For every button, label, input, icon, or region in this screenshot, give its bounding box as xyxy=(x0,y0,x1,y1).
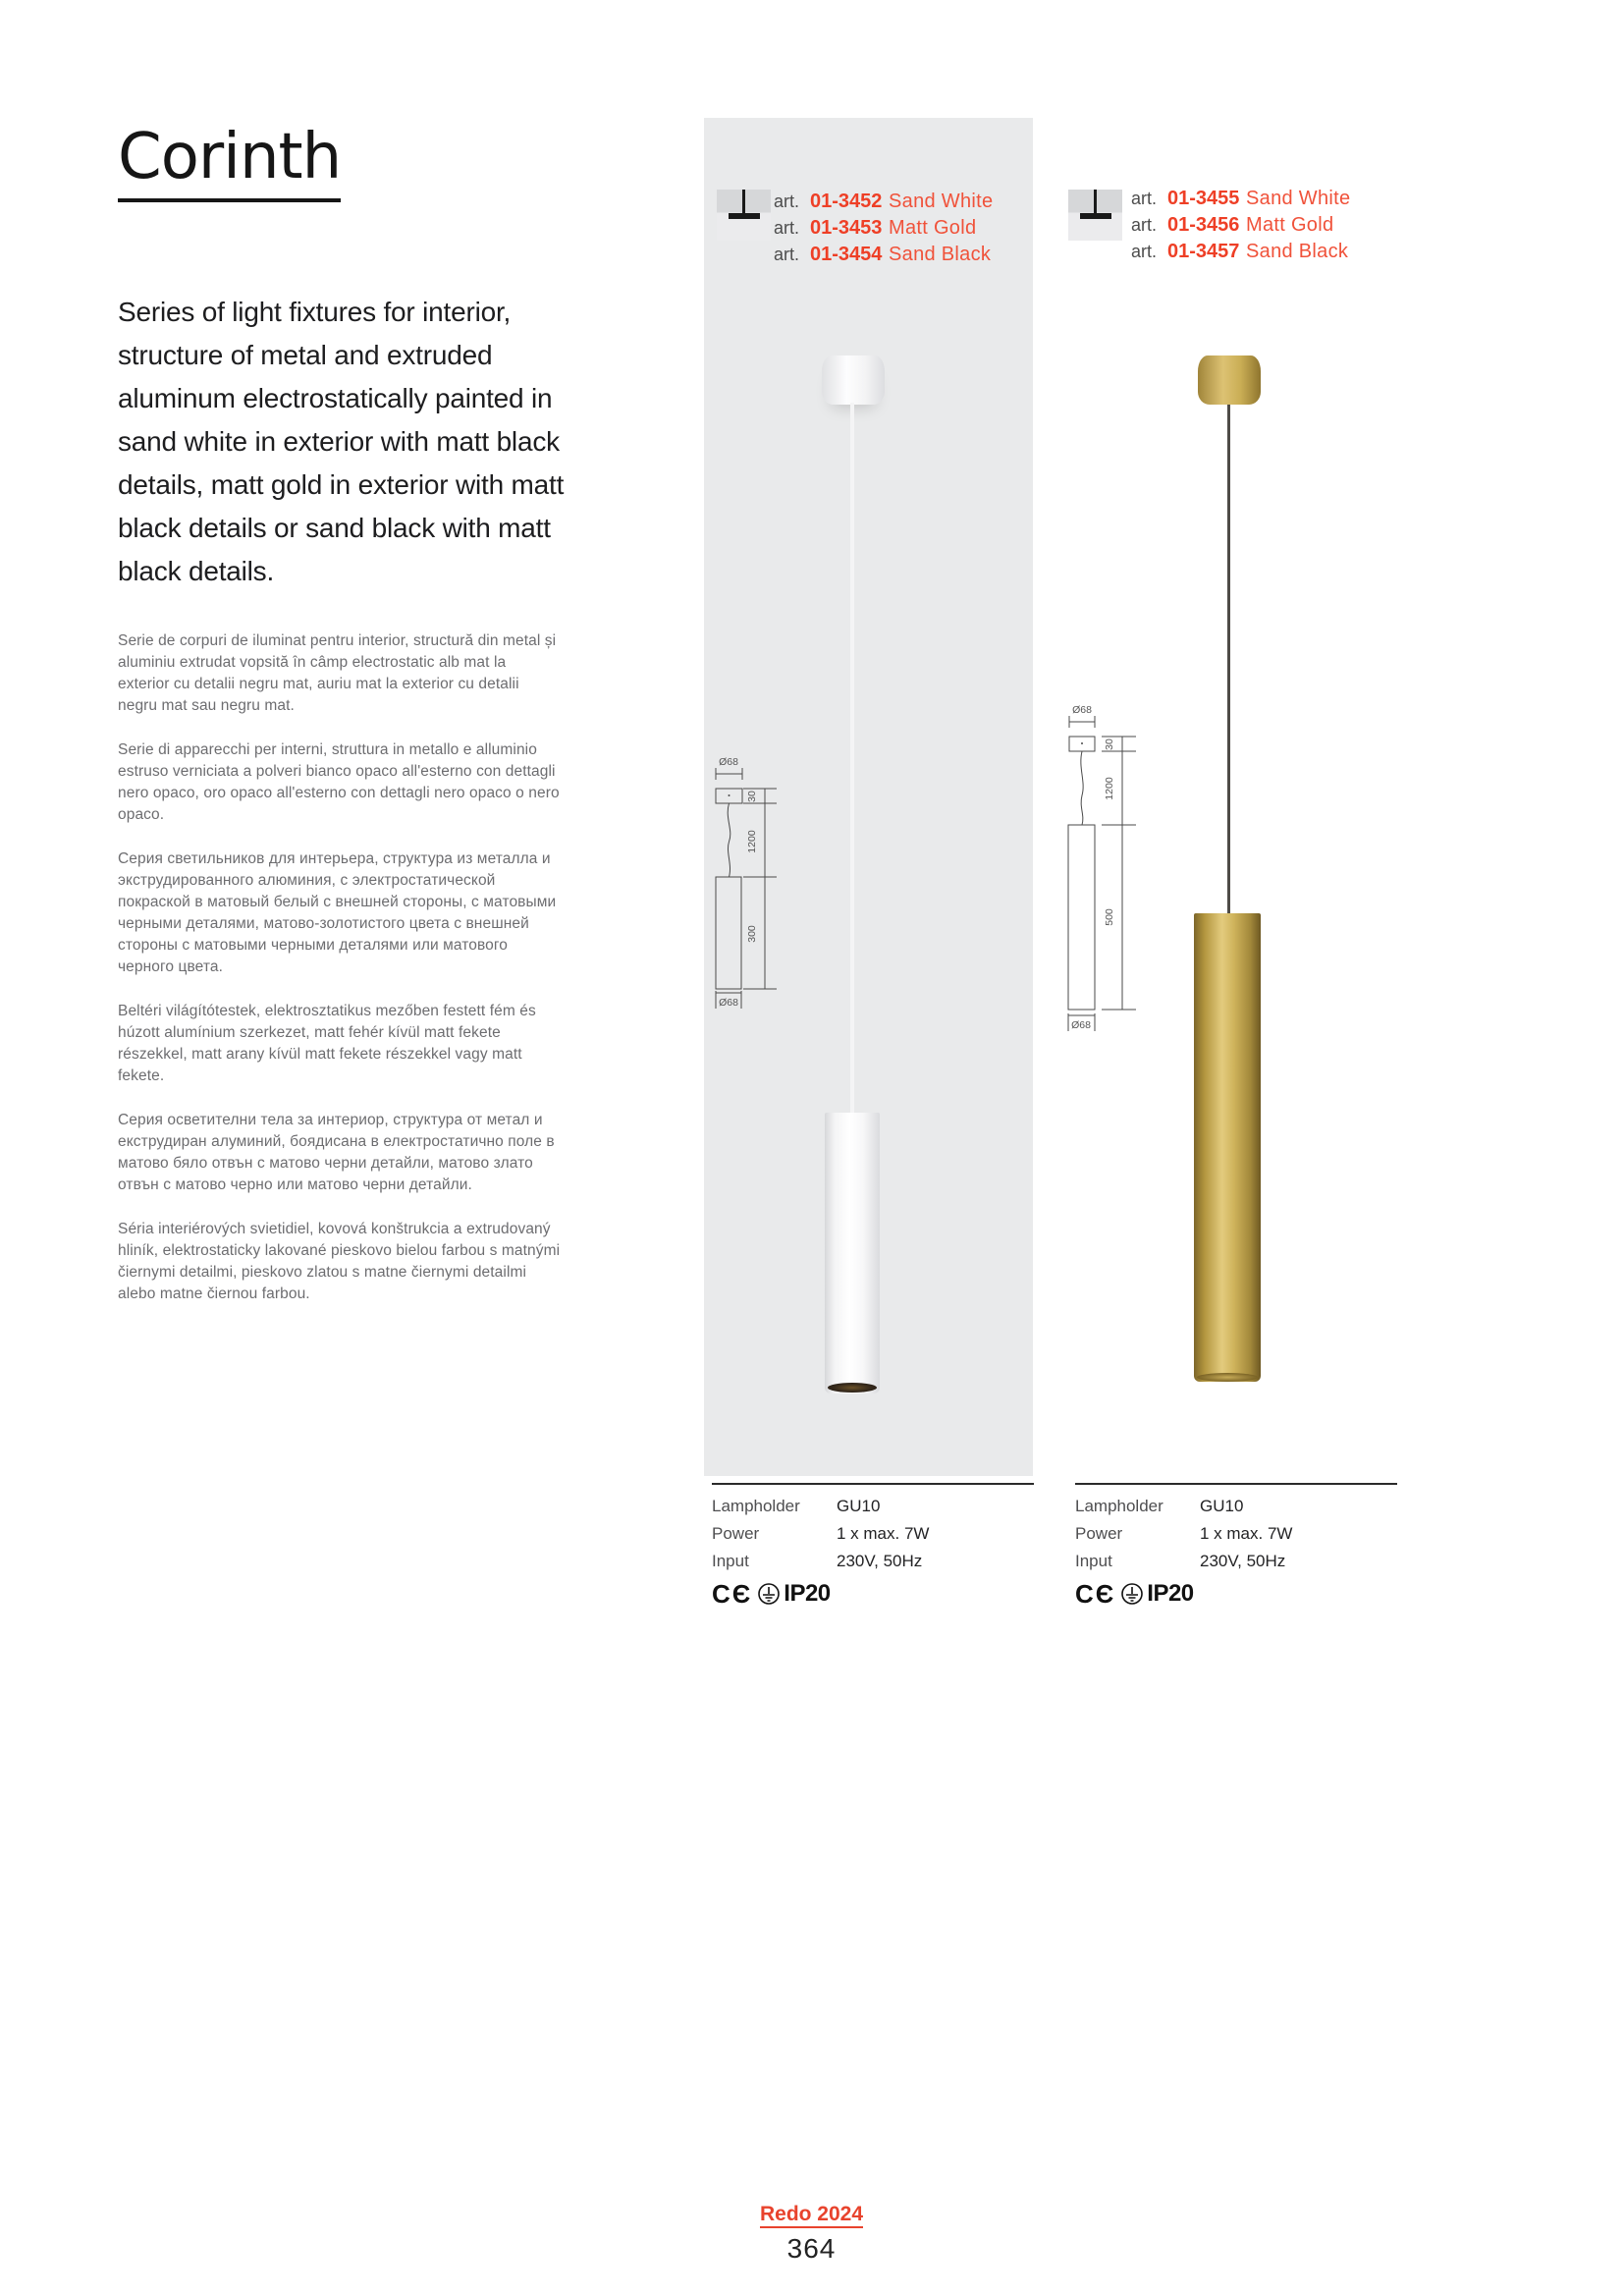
spec-label: Power xyxy=(1075,1524,1123,1543)
dim-top-diameter: Ø68 xyxy=(719,756,738,768)
intro-paragraph-en: Series of light fixtures for interior, structure of metal and extruded aluminum electrostatically painted in sand white in exterior with matt black details, matt gold in exterior with matt black details or sand black with matt black details. xyxy=(118,297,565,586)
description-bg: Серия осветителни тела за интериор, структура от метал и екструдиран алуминий, боядисана в електростатично поле в матово бяло отвън с матово черни детайли, матово злато отвън с матово черно или матово черни детайли. xyxy=(118,1112,555,1193)
spec-label: Input xyxy=(712,1552,749,1570)
pendant-fixture-glyph xyxy=(729,213,760,219)
spec-label: Lampholder xyxy=(1075,1497,1163,1515)
dim-bottom-diameter: Ø68 xyxy=(719,997,738,1009)
dim-body-length: 500 xyxy=(1104,908,1115,926)
footer-brand-text: Redo 2024 xyxy=(760,2203,863,2228)
spec-table-left xyxy=(712,1483,1034,1609)
dim-body-length: 300 xyxy=(746,925,758,943)
ip-rating: IP20 xyxy=(784,1580,831,1607)
pendant-bottom-ring-white xyxy=(828,1383,877,1393)
article-finish: Matt Gold xyxy=(1246,214,1334,236)
article-prefix: art. xyxy=(1131,215,1158,235)
description-ru: Серия светильников для интерьера, структура из металла и экструдированного алюминия, с электростатической покраской в матовый белый с внешней стороны, с матовыми черными деталями, матово-золотистого цвета с внешней стороны с матовыми черными деталями или матового черного цвета. xyxy=(118,850,557,975)
dim-canopy-height: 30 xyxy=(746,791,758,802)
spec-value: 1 x max. 7W xyxy=(1200,1524,1293,1543)
pendant-mount-icon xyxy=(1068,190,1122,241)
article-code: 01-3456 xyxy=(1167,214,1240,236)
article-prefix: art. xyxy=(774,218,800,238)
certifications-row xyxy=(712,1579,1034,1609)
description-ro: Serie de corpuri de iluminat pentru interior, structură din metal și aluminiu extrudat vopsită în câmp electrostatic alb mat la exterior cu detalii negru mat, auriu mat la exterior cu detalii negru mat sau negru mat. xyxy=(118,632,557,714)
spec-label: Input xyxy=(1075,1552,1112,1570)
protection-class-icon xyxy=(1120,1582,1144,1606)
spec-table-right xyxy=(1075,1483,1397,1609)
spec-value: GU10 xyxy=(1200,1497,1244,1515)
pendant-canopy-gold xyxy=(1198,355,1261,405)
page-title: Corinth xyxy=(118,125,341,202)
protection-class-icon xyxy=(757,1582,781,1606)
article-prefix: art. xyxy=(1131,189,1158,208)
article-finish: Sand Black xyxy=(1246,241,1349,262)
pendant-cable-white xyxy=(850,403,854,1115)
spec-row xyxy=(712,1520,1034,1548)
dim-suspension-length: 1200 xyxy=(1104,777,1115,800)
article-row xyxy=(774,191,993,217)
ip-rating: IP20 xyxy=(1147,1580,1194,1607)
spec-row xyxy=(1075,1493,1397,1520)
pendant-body-white xyxy=(825,1113,880,1394)
spec-value: 1 x max. 7W xyxy=(837,1524,930,1543)
pendant-body-gold xyxy=(1194,913,1261,1382)
article-finish: Sand White xyxy=(889,191,994,212)
spec-row xyxy=(1075,1548,1397,1575)
spec-row xyxy=(712,1548,1034,1575)
dimension-drawing-left xyxy=(682,751,800,1046)
article-code: 01-3457 xyxy=(1167,241,1240,262)
certifications-row xyxy=(1075,1579,1397,1609)
pendant-canopy-white xyxy=(822,355,885,405)
article-code: 01-3453 xyxy=(810,217,883,239)
article-prefix: art. xyxy=(774,191,800,211)
article-code: 01-3455 xyxy=(1167,188,1240,209)
description-it: Serie di apparecchi per interni, struttura in metallo e alluminio estruso verniciata a polveri bianco opaco all'esterno con dettagli nero opaco, oro opaco all'esterno con dettagli nero opaco o nero opaco. xyxy=(118,741,560,823)
pendant-mount-icon xyxy=(717,190,771,241)
article-row xyxy=(774,244,993,270)
dim-bottom-diameter: Ø68 xyxy=(1071,1019,1091,1031)
article-finish: Sand Black xyxy=(889,244,992,265)
footer-brand xyxy=(0,2203,1623,2226)
dim-top-diameter: Ø68 xyxy=(1072,704,1092,716)
dimension-drawing-right xyxy=(1046,687,1173,1051)
description-sk: Séria interiérových svietidiel, kovová konštrukcia a extrudovaný hliník, elektrostaticky lakované pieskovo bielou farbou s matnými čiernymi detailmi, pieskovo zlatou s matne čiernymi detailmi alebo matne čiernou farbou. xyxy=(118,1221,561,1302)
pendant-cable-gold xyxy=(1227,405,1230,915)
page-number: 364 xyxy=(786,2233,837,2264)
article-row xyxy=(1131,241,1350,267)
article-row xyxy=(1131,188,1350,214)
ce-mark-icon: CЄ xyxy=(712,1578,753,1609)
ce-mark-icon: CЄ xyxy=(1075,1578,1116,1609)
article-row xyxy=(1131,214,1350,241)
dim-suspension-length: 1200 xyxy=(746,830,758,853)
article-list-right xyxy=(1131,188,1350,267)
spec-label: Lampholder xyxy=(712,1497,800,1515)
description-hu: Beltéri világítótestek, elektrosztatikus mezőben festett fém és húzott alumínium szerkezet, matt fehér kívül matt fekete részekkel, matt arany kívül matt fekete részekkel vagy matt fekete. xyxy=(118,1003,536,1084)
pendant-cable-glyph xyxy=(742,190,745,214)
spec-value: 230V, 50Hz xyxy=(837,1552,923,1570)
spec-label: Power xyxy=(712,1524,760,1543)
pendant-bottom-ring-gold xyxy=(1197,1373,1258,1382)
article-row xyxy=(774,217,993,244)
spec-value: GU10 xyxy=(837,1497,881,1515)
dim-canopy-height: 30 xyxy=(1104,738,1115,750)
article-list-left xyxy=(774,191,993,270)
spec-row xyxy=(1075,1520,1397,1548)
article-prefix: art. xyxy=(774,245,800,264)
spec-row xyxy=(712,1493,1034,1520)
article-finish: Matt Gold xyxy=(889,217,977,239)
article-code: 01-3452 xyxy=(810,191,883,212)
spec-value: 230V, 50Hz xyxy=(1200,1552,1286,1570)
pendant-cable-glyph xyxy=(1094,190,1097,214)
translations-block xyxy=(118,630,562,1328)
article-code: 01-3454 xyxy=(810,244,883,265)
article-prefix: art. xyxy=(1131,242,1158,261)
pendant-fixture-glyph xyxy=(1080,213,1111,219)
article-finish: Sand White xyxy=(1246,188,1351,209)
